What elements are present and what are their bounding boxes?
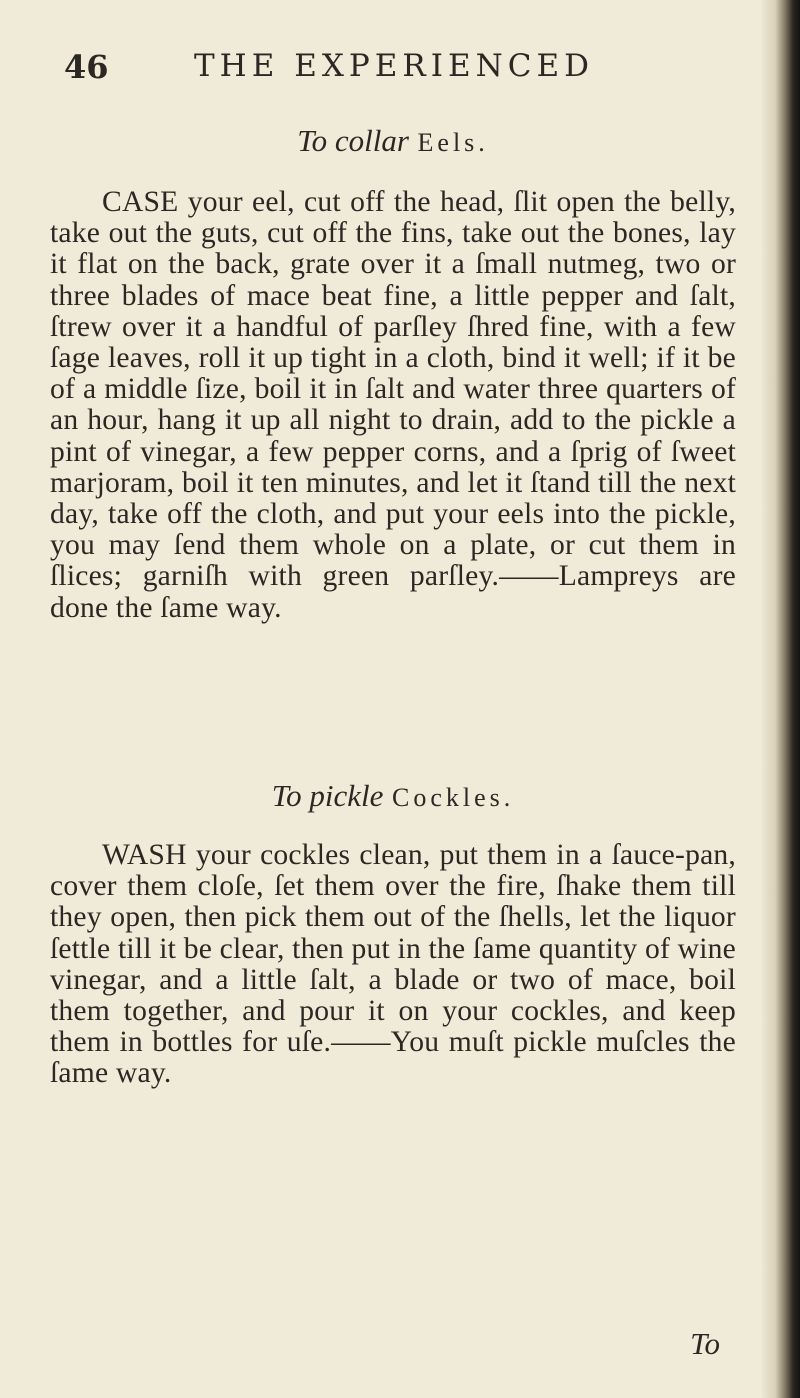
page-number: 46 [64,48,109,86]
recipe-title-subject: Eels. [417,128,489,157]
recipe-title [50,776,736,818]
recipe-body: CASE your eel, cut off the head, ſlit open the belly, take out the guts, cut off the fins, take out the bones, lay it flat on the back, grate over it a ſmall nutmeg, two or three blades of mace beat fine, a little pepper and ſalt, ſtrew over it a handful of parſley ſhred fine, with a few ſage leaves, roll it up tight in a cloth, bind it well; if it be of a middle ſize, boil it in ſalt and water three quarters of an hour, hang it up all night to drain, add to the pickle a pint of vinegar, a few pepper corns, and a ſprig of ſweet marjoram, boil it ten minutes, and let it ſtand till the next day, take off the cloth, and put your eels into the pickle, you may ſend them whole on a plate, or cut them in ſlices; garniſh with green parſley.——Lampreys are done the ſame way. [50,186,736,624]
recipe-collar-eels [50,121,736,624]
recipe-title [50,121,736,163]
recipe-title-prefix: To pickle [271,778,384,813]
recipe-title-prefix: To collar [297,123,409,158]
recipe-pickle-cockles [50,776,736,1090]
page-header [64,44,684,90]
catchword: To [690,1326,720,1361]
running-head: THE EXPERIENCED [194,48,594,84]
page-edge-shadow [762,0,800,1398]
recipe-body: WASH your cockles clean, put them in a ſauce-pan, cover them cloſe, ſet them over the fire, ſhake them till they open, then pick them out of the ſhells, let the liquor ſettle till it be clear, then put in the ſame quantity of wine vinegar, and a little ſalt, a blade or two of mace, boil them together, and pour it on your cockles, and keep them in bottles for uſe.——You muſt pickle muſcles the ſame way. [50,839,736,1090]
recipe-title-subject: Cockles. [391,783,515,812]
